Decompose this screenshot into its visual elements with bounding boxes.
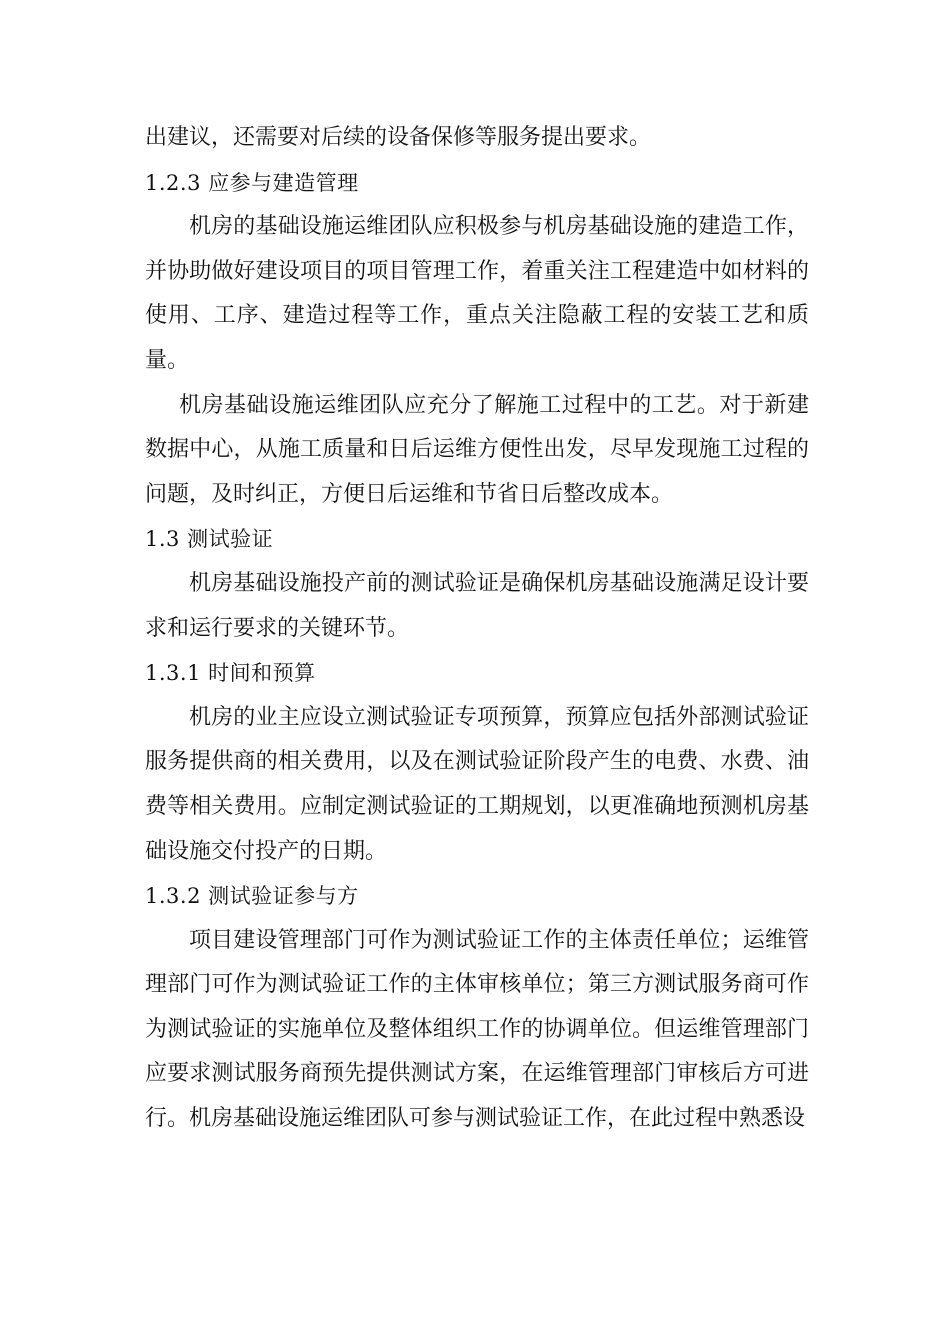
document-body — [145, 116, 809, 1142]
paragraph-time-budget: 机房的业主应设立测试验证专项预算，预算应包括外部测试验证服务提供商的相关费用，以及在测试验证阶段产生的电费、水费、油费等相关费用。应制定测试验证的工期规划，以更准确地预测机房基础设施交付投产的日期。 — [145, 704, 809, 864]
paragraph-construction-participation: 机房的基础设施运维团队应积极参与机房基础设施的建造工作，并协助做好建设项目的项目管理工作，着重关注工程建造中如材料的使用、工序、建造过程等工作，重点关注隐蔽工程的安装工艺和质量。 — [145, 214, 809, 373]
section-heading-1-3-1: 1.3.1 时间和预算 — [145, 661, 316, 686]
section-heading-1-3-2: 1.3.2 测试验证参与方 — [145, 884, 359, 909]
paragraph-testing-parties: 项目建设管理部门可作为测试验证工作的主体责任单位；运维管理部门可作为测试验证工作的主体审核单位；第三方测试服务商可作为测试验证的实施单位及整体组织工作的协调单位。但运维管理部门应要求测试服务商预先提供测试方案，在运维管理部门审核后方可进行。机房基础设施运维团队可参与测试验证工作，在此过程中熟悉设 — [145, 927, 809, 1132]
paragraph-testing-intro: 机房基础设施投产前的测试验证是确保机房基础设施满足设计要求和运行要求的关键环节。 — [145, 570, 809, 641]
paragraph-construction-process: 机房基础设施运维团队应充分了解施工过程中的工艺。对于新建数据中心，从施工质量和日后运维方便性出发，尽早发现施工过程的问题，及时纠正，方便日后运维和节省日后整改成本。 — [145, 392, 809, 507]
section-heading-1-2-3: 1.2.3 应参与建造管理 — [145, 170, 359, 195]
section-heading-1-3: 1.3 测试验证 — [145, 527, 274, 552]
paragraph-continued: 出建议，还需要对后续的设备保修等服务提出要求。 — [145, 125, 652, 150]
